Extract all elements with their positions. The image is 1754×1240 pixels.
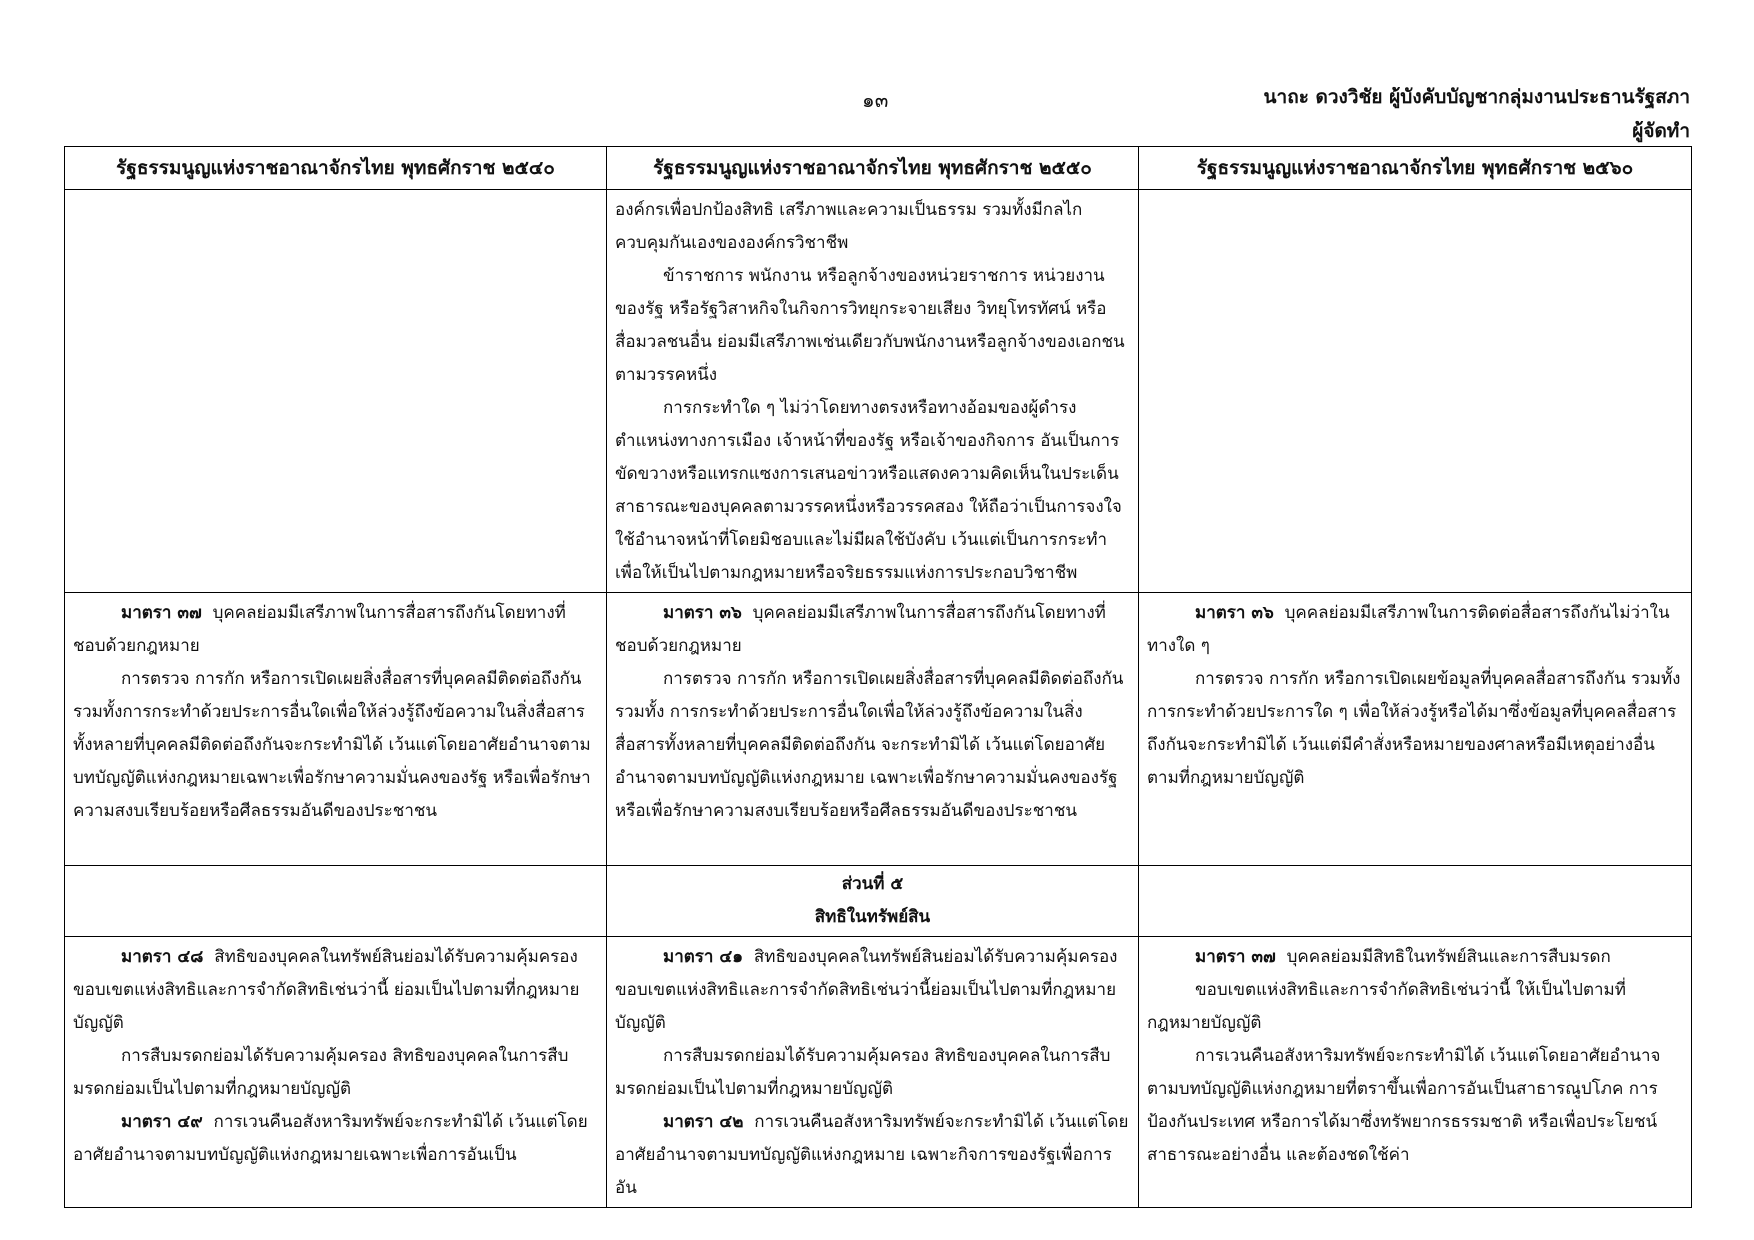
paragraph-text: บุคคลย่อมมีเสรีภาพในการสื่อสารถึงกันโดยทางที่ชอบด้วยกฎหมาย (73, 603, 566, 656)
table-cell-empty (65, 866, 607, 937)
paragraph (73, 597, 598, 663)
comparison-table (64, 146, 1692, 1208)
paragraph (1147, 597, 1683, 663)
section-label: มาตรา ๔๑ (663, 947, 744, 967)
part-heading: ส่วนที่ ๕ (841, 874, 904, 894)
paragraph-text: สิทธิของบุคคลในทรัพย์สินย่อมได้รับความคุ้มครอง ขอบเขตแห่งสิทธิและการจำกัดสิทธิเช่นว่านี้ย่อมเป็นไปตามที่กฎหมายบัญญัติ (615, 947, 1118, 1033)
paragraph: การตรวจ การกัก หรือการเปิดเผยสิ่งสื่อสารที่บุคคลมีติดต่อถึงกัน รวมทั้งการกระทำด้วยประการอื่นใดเพื่อให้ล่วงรู้ถึงข้อความในสิ่งสื่อสารทั้งหลายที่บุคคลมีติดต่อถึงกันจะกระทำมิได้ เว้นแต่โดยอาศัยอำนาจตามบทบัญญัติแห่งกฎหมายเฉพาะเพื่อรักษาความมั่นคงของรัฐ หรือเพื่อรักษาความสงบเรียบร้อยหรือศีลธรรมอันดีของประชาชน (73, 669, 591, 821)
table-cell (1139, 593, 1692, 866)
paragraph-text: การเวนคืนอสังหาริมทรัพย์จะกระทำมิได้ เว้นแต่โดยอาศัยอำนาจตามบทบัญญัติแห่งกฎหมายเฉพาะเพื่อการอันเป็น (73, 1112, 588, 1165)
section-label: มาตรา ๓๖ (663, 603, 742, 623)
part-title: สิทธิในทรัพย์สิน (814, 907, 931, 927)
paragraph (1147, 941, 1683, 974)
paragraph-text: บุคคลย่อมมีเสรีภาพในการติดต่อสื่อสารถึงกันไม่ว่าในทางใด ๆ (1147, 603, 1670, 656)
paragraph: การสืบมรดกย่อมได้รับความคุ้มครอง สิทธิของบุคคลในการสืบมรดกย่อมเป็นไปตามที่กฎหมายบัญญัติ (73, 1046, 569, 1099)
header-2560: รัฐธรรมนูญแห่งราชอาณาจักรไทย พุทธศักราช ๒๕๖๐ (1139, 147, 1692, 190)
table-cell-empty (1139, 866, 1692, 937)
section-label: มาตรา ๔๙ (121, 1112, 203, 1132)
paragraph: ข้าราชการ พนักงาน หรือลูกจ้างของหน่วยราชการ หน่วยงานของรัฐ หรือรัฐวิสาหกิจในกิจการวิทยุกระจายเสียง วิทยุโทรทัศน์ หรือสื่อมวลชนอื่น ย่อมมีเสรีภาพเช่นเดียวกับพนักงานหรือลูกจ้างของเอกชนตามวรรคหนึ่ง (615, 266, 1125, 385)
page-number: ๑๓ (862, 88, 889, 112)
table-cell (607, 866, 1139, 937)
paragraph: การตรวจ การกัก หรือการเปิดเผยข้อมูลที่บุคคลสื่อสารถึงกัน รวมทั้งการกระทำด้วยประการใด ๆ เพื่อให้ล่วงรู้หรือได้มาซึ่งข้อมูลที่บุคคลสื่อสารถึงกันจะกระทำมิได้ เว้นแต่มีคำสั่งหรือหมายของศาลหรือมีเหตุอย่างอื่นตามที่กฎหมายบัญญัติ (1147, 669, 1681, 788)
section-label: มาตรา ๔๒ (663, 1112, 744, 1132)
section-label: มาตรา ๓๖ (1195, 603, 1274, 623)
table-row (65, 866, 1692, 937)
table-cell (607, 190, 1139, 593)
header-2550: รัฐธรรมนูญแห่งราชอาณาจักรไทย พุทธศักราช ๒๕๕๐ (607, 147, 1139, 190)
table-cell (65, 593, 607, 866)
paragraph: การตรวจ การกัก หรือการเปิดเผยสิ่งสื่อสารที่บุคคลมีติดต่อถึงกัน รวมทั้ง การกระทำด้วยประการอื่นใดเพื่อให้ล่วงรู้ถึงข้อความในสิ่งสื่อสารทั้งหลายที่บุคคลมีติดต่อถึงกัน จะกระทำมิได้ เว้นแต่โดยอาศัยอำนาจตามบทบัญญัติแห่งกฎหมาย เฉพาะเพื่อรักษาความมั่นคงของรัฐ หรือเพื่อรักษาความสงบเรียบร้อยหรือศีลธรรมอันดีของประชาชน (615, 669, 1124, 821)
author-line: นาถะ ดวงวิชัย ผู้บังคับบัญชากลุ่มงานประธานรัฐสภา (1263, 86, 1690, 108)
table-cell-empty (1139, 190, 1692, 593)
table-row (65, 593, 1692, 866)
table-header-row (65, 147, 1692, 190)
section-label: มาตรา ๓๗ (121, 603, 202, 623)
paragraph: การสืบมรดกย่อมได้รับความคุ้มครอง สิทธิของบุคคลในการสืบมรดกย่อมเป็นไปตามที่กฎหมายบัญญัติ (615, 1046, 1111, 1099)
section-label: มาตรา ๔๘ (121, 947, 204, 967)
section-label: มาตรา ๓๗ (1195, 947, 1276, 967)
paragraph (615, 597, 1130, 663)
author-credit (1264, 80, 1690, 148)
table-cell (607, 593, 1139, 866)
paragraph: การเวนคืนอสังหาริมทรัพย์จะกระทำมิได้ เว้นแต่โดยอาศัยอำนาจตามบทบัญญัติแห่งกฎหมายที่ตราขึ้นเพื่อการอันเป็นสาธารณูปโภค การป้องกันประเทศ หรือการได้มาซึ่งทรัพยากรธรรมชาติ หรือเพื่อประโยชน์สาธารณะอย่างอื่น และต้องชดใช้ค่า (1147, 1046, 1661, 1165)
table-row (65, 190, 1692, 593)
paragraph (615, 941, 1130, 1040)
paragraph: การกระทำใด ๆ ไม่ว่าโดยทางตรงหรือทางอ้อมของผู้ดำรงตำแหน่งทางการเมือง เจ้าหน้าที่ของรัฐ หรือเจ้าของกิจการ อันเป็นการขัดขวางหรือแทรกแซงการเสนอข่าวหรือแสดงความคิดเห็นในประเด็นสาธารณะของบุคคลตามวรรคหนึ่งหรือวรรคสอง ให้ถือว่าเป็นการจงใจใช้อำนาจหน้าที่โดยมิชอบและไม่มีผลใช้บังคับ เว้นแต่เป็นการกระทำเพื่อให้เป็นไปตามกฎหมายหรือจริยธรรมแห่งการประกอบวิชาชีพ (615, 398, 1122, 583)
paragraph-text: บุคคลย่อมมีสิทธิในทรัพย์สินและการสืบมรดก (1286, 947, 1611, 967)
table-cell (1139, 937, 1692, 1208)
header-2540: รัฐธรรมนูญแห่งราชอาณาจักรไทย พุทธศักราช ๒๕๔๐ (65, 147, 607, 190)
table-cell-empty (65, 190, 607, 593)
paragraph (73, 1106, 598, 1172)
paragraph-text: บุคคลย่อมมีเสรีภาพในการสื่อสารถึงกันโดยทางที่ชอบด้วยกฎหมาย (615, 603, 1106, 656)
paragraph: องค์กรเพื่อปกป้องสิทธิ เสรีภาพและความเป็นธรรม รวมทั้งมีกลไกควบคุมกันเองขององค์กรวิชาชีพ (615, 200, 1083, 253)
paragraph-text: สิทธิของบุคคลในทรัพย์สินย่อมได้รับความคุ้มครอง ขอบเขตแห่งสิทธิและการจำกัดสิทธิเช่นว่านี้ ย่อมเป็นไปตามที่กฎหมายบัญญัติ (73, 947, 580, 1033)
paragraph (615, 1106, 1130, 1205)
table-cell (65, 937, 607, 1208)
table-row (65, 937, 1692, 1208)
paragraph: ขอบเขตแห่งสิทธิและการจำกัดสิทธิเช่นว่านี้ ให้เป็นไปตามที่กฎหมายบัญญัติ (1147, 980, 1626, 1033)
paragraph (73, 941, 598, 1040)
author-role: ผู้จัดทำ (1632, 120, 1690, 142)
table-cell (607, 937, 1139, 1208)
paragraph-text: การเวนคืนอสังหาริมทรัพย์จะกระทำมิได้ เว้นแต่โดยอาศัยอำนาจตามบทบัญญัติแห่งกฎหมาย เฉพาะกิจการของรัฐเพื่อการอัน (615, 1112, 1129, 1198)
